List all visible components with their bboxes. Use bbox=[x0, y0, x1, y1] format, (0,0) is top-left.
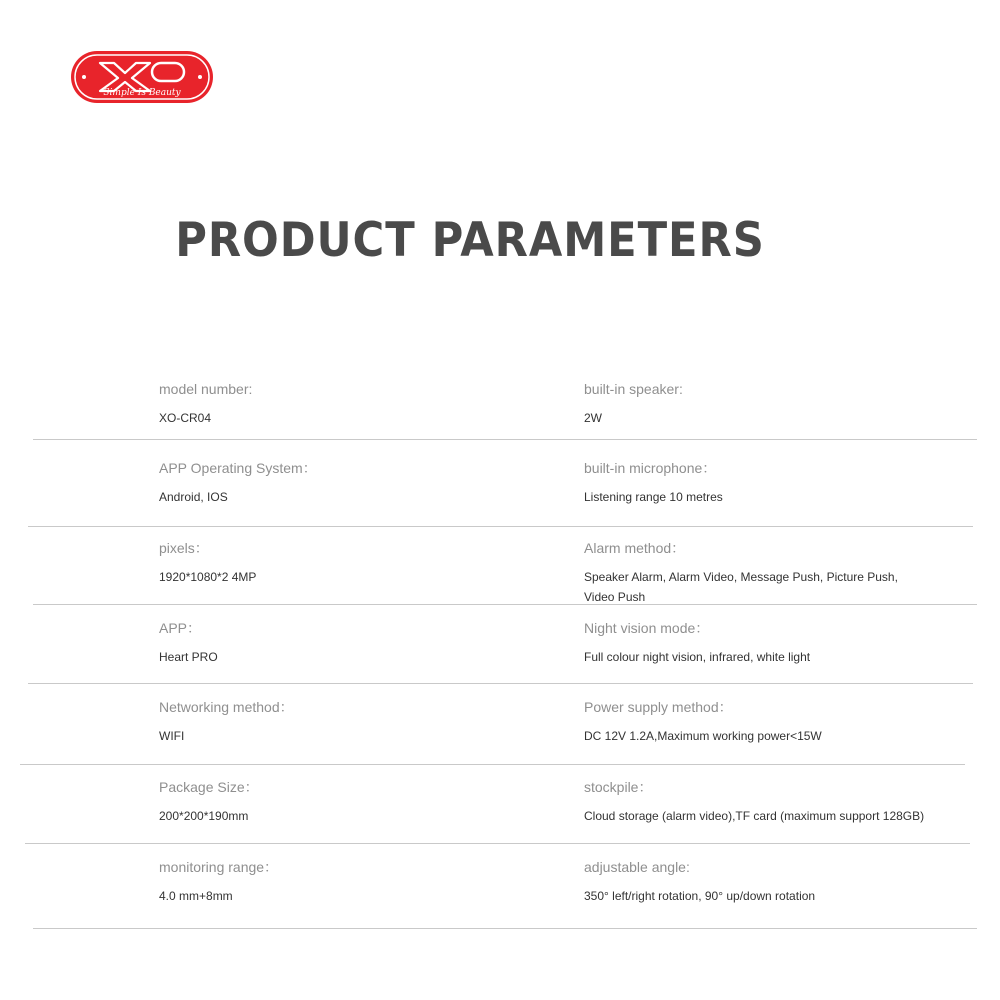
param-label: pixels： bbox=[159, 540, 209, 556]
param-cell bbox=[584, 380, 964, 428]
param-label: Package Size： bbox=[159, 779, 259, 795]
param-label: APP Operating System： bbox=[159, 460, 317, 476]
param-label: Night vision mode： bbox=[584, 620, 710, 636]
param-cell bbox=[159, 698, 294, 746]
param-value: 350° left/right rotation, 90° up/down rotation bbox=[584, 889, 816, 903]
row-divider bbox=[20, 764, 965, 765]
param-label: monitoring range： bbox=[159, 859, 279, 875]
param-value: Listening range 10 metres bbox=[584, 490, 723, 504]
xo-logo-icon bbox=[70, 50, 214, 104]
param-label: built-in microphone： bbox=[584, 460, 717, 476]
param-cell bbox=[584, 858, 964, 906]
param-value: Speaker Alarm, Alarm Video, Message Push, Picture Push, Video Push bbox=[584, 570, 898, 604]
param-label: adjustable angle: bbox=[584, 859, 690, 875]
param-cell bbox=[159, 459, 317, 507]
param-value: 200*200*190mm bbox=[159, 809, 249, 823]
page-title: PRODUCT PARAMETERS bbox=[175, 213, 765, 268]
param-cell bbox=[159, 858, 278, 906]
param-label: stockpile： bbox=[584, 779, 653, 795]
param-value: 4.0 mm+8mm bbox=[159, 889, 233, 903]
param-label: Alarm method： bbox=[584, 540, 686, 556]
param-cell bbox=[584, 619, 964, 667]
param-value: 1920*1080*2 4MP bbox=[159, 570, 257, 584]
param-label: model number: bbox=[159, 381, 253, 397]
param-cell bbox=[159, 619, 218, 667]
param-value: Cloud storage (alarm video),TF card (maximum support 128GB) bbox=[584, 809, 925, 823]
row-divider bbox=[33, 604, 977, 605]
row-divider bbox=[28, 683, 973, 684]
param-cell bbox=[159, 380, 252, 428]
param-cell bbox=[584, 459, 964, 507]
param-cell bbox=[159, 778, 259, 826]
param-cell bbox=[584, 698, 964, 746]
row-divider bbox=[28, 526, 973, 527]
param-value: 2W bbox=[584, 411, 602, 425]
param-label: Power supply method： bbox=[584, 699, 733, 715]
param-value: DC 12V 1.2A,Maximum working power<15W bbox=[584, 729, 822, 743]
row-divider bbox=[25, 843, 970, 844]
param-label: Networking method： bbox=[159, 699, 294, 715]
param-value: Android, IOS bbox=[159, 490, 228, 504]
row-divider bbox=[33, 439, 977, 440]
param-label: built-in speaker: bbox=[584, 381, 683, 397]
brand-logo bbox=[70, 50, 214, 104]
row-divider bbox=[33, 928, 977, 929]
logo-tagline: Simple Is Beauty bbox=[103, 88, 181, 98]
param-cell bbox=[584, 539, 964, 607]
param-value: Full colour night vision, infrared, white light bbox=[584, 650, 811, 664]
param-value: WIFI bbox=[159, 729, 185, 743]
param-value: XO-CR04 bbox=[159, 411, 212, 425]
param-value: Heart PRO bbox=[159, 650, 218, 664]
param-cell bbox=[584, 778, 984, 826]
param-label: APP： bbox=[159, 620, 202, 636]
param-cell bbox=[159, 539, 256, 587]
logo-text bbox=[214, 50, 215, 51]
